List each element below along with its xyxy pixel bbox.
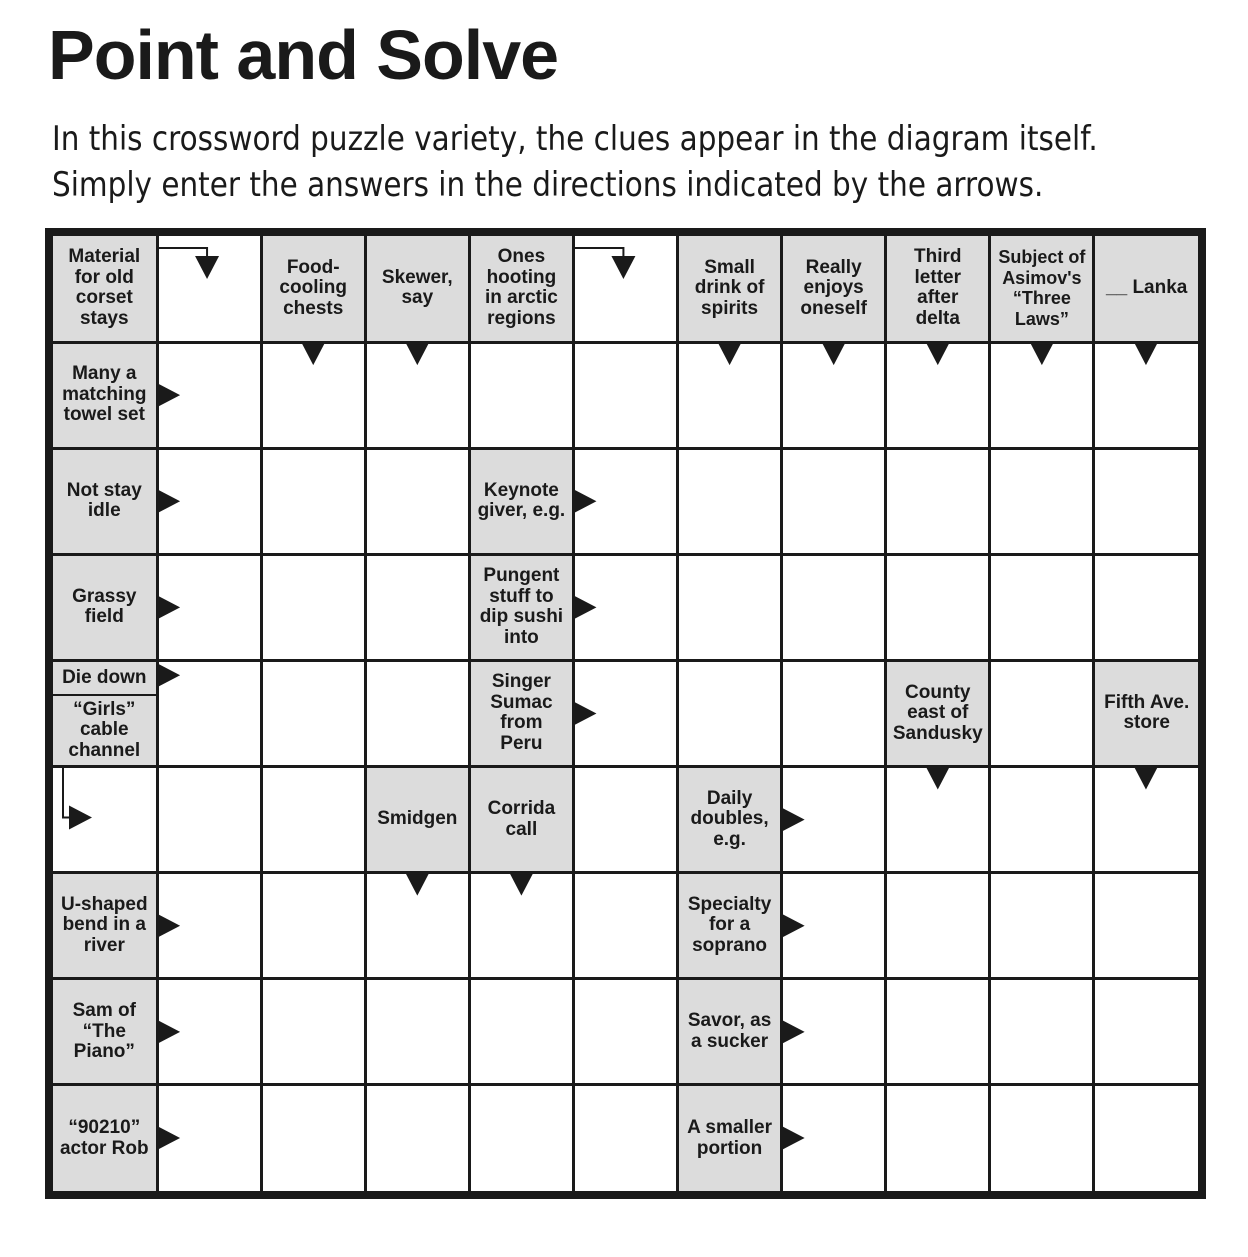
answer-cell[interactable]	[679, 662, 780, 765]
answer-cell[interactable]	[991, 450, 1092, 553]
clue-cell	[887, 662, 988, 765]
answer-cell[interactable]	[887, 556, 988, 659]
clue-text: Savor, as a sucker	[687, 1010, 772, 1052]
answer-cell[interactable]	[263, 450, 364, 553]
clue-text: Subject of Asimov's “Three Laws”	[998, 247, 1086, 329]
clue-text: Sam of “The Piano”	[72, 1000, 136, 1063]
answer-cell[interactable]	[575, 556, 676, 659]
clue-cell	[991, 236, 1092, 341]
clue-text: County east of Sandusky	[892, 681, 983, 744]
answer-cell[interactable]	[991, 874, 1092, 977]
answer-cell[interactable]	[1095, 1086, 1198, 1191]
answer-cell[interactable]	[887, 874, 988, 977]
clue-cell	[53, 874, 156, 977]
clue-cell	[263, 236, 364, 341]
crossword-grid	[45, 228, 1206, 1199]
clue-text: Specialty for a soprano	[687, 893, 772, 956]
instructions-line-2: Simply enter the answers in the directions indicated by the arrows.	[52, 165, 1044, 204]
clue-text: U-shaped bend in a river	[61, 893, 148, 956]
answer-cell[interactable]	[367, 556, 468, 659]
answer-cell[interactable]	[263, 556, 364, 659]
answer-cell[interactable]	[575, 662, 676, 765]
clue-cell	[1095, 236, 1198, 341]
clue-cell	[53, 980, 156, 1083]
answer-cell[interactable]	[159, 450, 260, 553]
clue-text: A smaller portion	[687, 1117, 772, 1159]
clue-cell	[367, 768, 468, 871]
clue-text: Skewer, say	[381, 266, 453, 309]
answer-cell[interactable]	[159, 662, 260, 765]
clue-text: Material for old corset stays	[68, 246, 141, 329]
clue-cell	[53, 1086, 156, 1191]
clue-cell	[471, 662, 572, 765]
split-clue-cell	[53, 662, 156, 765]
answer-cell[interactable]	[887, 344, 988, 447]
answer-cell[interactable]	[159, 874, 260, 977]
answer-cell[interactable]	[159, 556, 260, 659]
answer-cell[interactable]	[575, 236, 676, 341]
clue-text: Die down	[62, 666, 147, 688]
answer-cell[interactable]	[887, 768, 988, 871]
answer-cell[interactable]	[263, 1086, 364, 1191]
clue-cell	[53, 556, 156, 659]
clue-cell	[53, 344, 156, 447]
answer-cell[interactable]	[679, 344, 780, 447]
answer-cell[interactable]	[1095, 344, 1198, 447]
answer-cell[interactable]	[367, 874, 468, 977]
clue-text: Really enjoys oneself	[800, 256, 867, 319]
clue-cell	[471, 450, 572, 553]
clue-text: Fifth Ave. store	[1104, 691, 1190, 734]
answer-cell[interactable]	[783, 1086, 884, 1191]
answer-cell[interactable]	[471, 874, 572, 977]
answer-cell[interactable]	[159, 980, 260, 1083]
answer-cell[interactable]	[263, 980, 364, 1083]
answer-cell[interactable]	[575, 450, 676, 553]
clue-cell	[367, 236, 468, 341]
clue-cell	[679, 768, 780, 871]
clue-text: Food- cooling chests	[279, 256, 347, 319]
answer-cell[interactable]	[471, 1086, 572, 1191]
answer-cell[interactable]	[471, 344, 572, 447]
clue-cell	[1095, 662, 1198, 765]
answer-cell[interactable]	[887, 980, 988, 1083]
instructions	[52, 116, 1098, 208]
clue-text: “Girls” cable channel	[68, 698, 141, 761]
clue-cell	[53, 450, 156, 553]
answer-cell[interactable]	[783, 980, 884, 1083]
answer-cell[interactable]	[1095, 556, 1198, 659]
clue-text: Keynote giver, e.g.	[477, 479, 566, 522]
clue-cell	[53, 236, 156, 341]
answer-cell[interactable]	[679, 450, 780, 553]
answer-cell[interactable]	[159, 768, 260, 871]
answer-cell[interactable]	[679, 556, 780, 659]
answer-cell[interactable]	[887, 1086, 988, 1191]
answer-cell[interactable]	[575, 768, 676, 871]
clue-text: Not stay idle	[66, 479, 142, 522]
answer-cell[interactable]	[367, 662, 468, 765]
answer-cell[interactable]	[991, 344, 1092, 447]
answer-cell[interactable]	[263, 768, 364, 871]
clue-cell	[783, 236, 884, 341]
clue-text: Ones hooting in arctic regions	[484, 246, 558, 329]
clue-cell	[887, 236, 988, 341]
answer-cell[interactable]	[991, 1086, 1092, 1191]
clue-text: Third letter after delta	[914, 246, 962, 329]
answer-cell[interactable]	[991, 768, 1092, 871]
clue-text: __ Lanka	[1106, 277, 1188, 299]
clue-text: Corrida call	[487, 798, 556, 840]
answer-cell[interactable]	[1095, 768, 1198, 871]
answer-cell[interactable]	[367, 1086, 468, 1191]
answer-cell[interactable]	[1095, 980, 1198, 1083]
clue-cell	[471, 236, 572, 341]
answer-cell[interactable]	[991, 980, 1092, 1083]
answer-cell[interactable]	[263, 344, 364, 447]
answer-cell[interactable]	[367, 450, 468, 553]
clue-cell	[471, 768, 572, 871]
answer-cell[interactable]	[471, 980, 572, 1083]
answer-cell[interactable]	[159, 344, 260, 447]
clue-cell	[679, 236, 780, 341]
clue-text: Smidgen	[377, 808, 458, 830]
instructions-line-1: In this crossword puzzle variety, the clues appear in the diagram itself.	[52, 119, 1098, 158]
answer-cell[interactable]	[367, 344, 468, 447]
answer-cell[interactable]	[1095, 450, 1198, 553]
clue-text: Grassy field	[72, 585, 137, 628]
answer-cell[interactable]	[783, 450, 884, 553]
answer-cell[interactable]	[263, 662, 364, 765]
answer-cell[interactable]	[159, 1086, 260, 1191]
answer-cell[interactable]	[159, 236, 260, 341]
answer-cell[interactable]	[887, 450, 988, 553]
answer-cell[interactable]	[367, 980, 468, 1083]
answer-cell[interactable]	[53, 768, 156, 871]
answer-cell[interactable]	[783, 344, 884, 447]
answer-cell[interactable]	[783, 556, 884, 659]
answer-cell[interactable]	[575, 1086, 676, 1191]
clue-cell	[471, 556, 572, 659]
answer-cell[interactable]	[783, 874, 884, 977]
clue-text: Daily doubles, e.g.	[690, 787, 769, 850]
clue-text: “90210” actor Rob	[59, 1117, 149, 1159]
answer-cell[interactable]	[783, 768, 884, 871]
clue-text: Singer Sumac from Peru	[490, 671, 553, 754]
clue-cell	[679, 980, 780, 1083]
answer-cell[interactable]	[575, 344, 676, 447]
answer-cell[interactable]	[783, 662, 884, 765]
answer-cell[interactable]	[1095, 874, 1198, 977]
answer-cell[interactable]	[991, 556, 1092, 659]
answer-cell[interactable]	[575, 980, 676, 1083]
puzzle-title: Point and Solve	[48, 16, 559, 94]
clue-text: Pungent stuff to dip sushi into	[479, 565, 564, 648]
clue-text: Many a matching towel set	[62, 363, 147, 426]
answer-cell[interactable]	[575, 874, 676, 977]
answer-cell[interactable]	[263, 874, 364, 977]
clue-cell	[679, 874, 780, 977]
clue-text: Small drink of spirits	[694, 256, 765, 319]
answer-cell[interactable]	[991, 662, 1092, 765]
clue-cell	[679, 1086, 780, 1191]
